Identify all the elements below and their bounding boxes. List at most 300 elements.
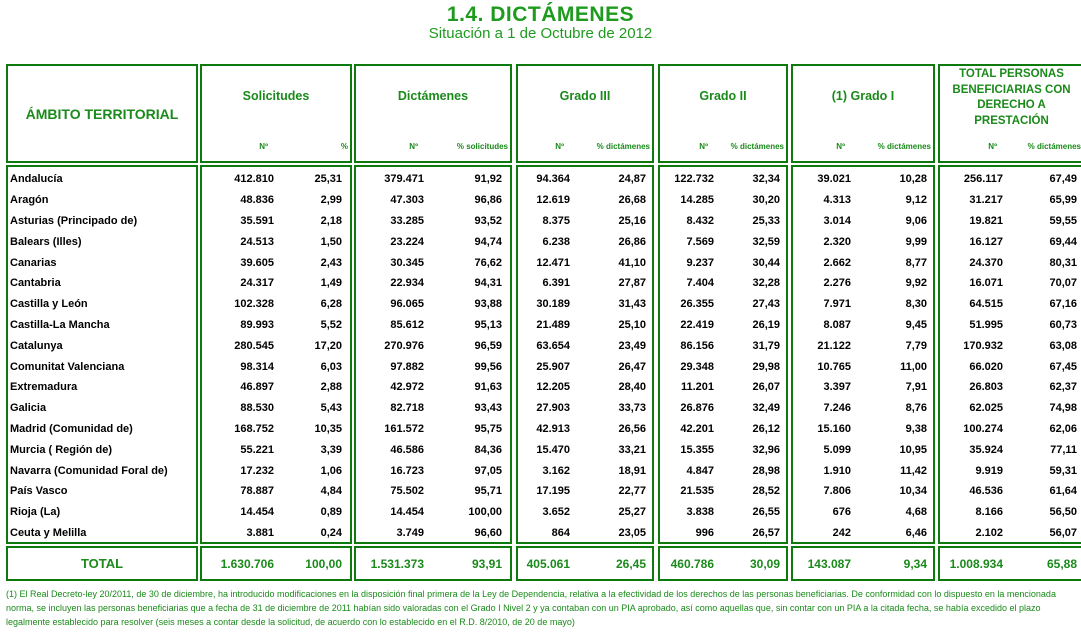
count-cell: 22.934	[390, 277, 424, 290]
percent-cell: 25,16	[618, 214, 646, 227]
count-cell: 379.471	[384, 173, 424, 186]
table-row	[356, 377, 510, 398]
table-row	[202, 231, 350, 252]
count-cell: 88.530	[240, 402, 274, 415]
table-header	[6, 64, 1081, 163]
region-name: Murcia ( Región de)	[10, 443, 113, 456]
table-row	[518, 398, 652, 419]
total-group-grado2	[658, 546, 788, 581]
percent-cell: 2,88	[320, 381, 342, 394]
table-row	[356, 523, 510, 544]
count-cell: 24.370	[969, 256, 1003, 269]
header-ambito: ÁMBITO TERRITORIAL	[25, 106, 179, 122]
count-cell: 996	[695, 526, 714, 539]
body-group-dictamenes	[354, 165, 512, 544]
count-cell: 12.619	[536, 194, 570, 207]
count-cell: 35.591	[240, 214, 274, 227]
table-row	[356, 190, 510, 211]
header-solicitudes: Solicitudes	[242, 89, 310, 103]
percent-cell: 4,68	[905, 506, 927, 519]
percent-cell: 93,43	[474, 402, 502, 415]
percent-cell: 91,92	[474, 173, 502, 186]
percent-cell: 2,99	[320, 194, 342, 207]
table-row	[660, 169, 786, 190]
percent-cell: 9,06	[905, 214, 927, 227]
percent-cell: 5,52	[320, 318, 342, 331]
percent-cell: 93,52	[474, 214, 502, 227]
count-cell: 42.913	[536, 422, 570, 435]
table-row	[518, 377, 652, 398]
percent-cell: 5,43	[320, 402, 342, 415]
table-row	[660, 439, 786, 460]
count-cell: 39.605	[240, 256, 274, 269]
percent-cell: 4,84	[320, 485, 342, 498]
percent-cell: 60,73	[1049, 318, 1077, 331]
subheader-n: Nº	[836, 142, 845, 151]
percent-cell: 77,11	[1050, 443, 1077, 456]
total-label: TOTAL	[80, 556, 124, 571]
count-cell: 55.221	[240, 443, 274, 456]
table-row	[793, 169, 933, 190]
region-name: Extremadura	[10, 381, 78, 394]
table-row	[202, 211, 350, 232]
count-cell: 21.489	[536, 318, 570, 331]
table-row	[940, 252, 1081, 273]
count-cell: 42.972	[390, 381, 424, 394]
count-cell: 35.924	[969, 443, 1003, 456]
header-grado1: (1) Grado I	[831, 89, 895, 103]
count-cell: 14.454	[240, 506, 274, 519]
region-name: Madrid (Comunidad de)	[10, 422, 133, 435]
table-row	[518, 356, 652, 377]
table-row	[8, 502, 196, 523]
count-cell: 16.723	[390, 464, 424, 477]
percent-cell: 62,06	[1049, 422, 1077, 435]
percent-cell: 74,98	[1049, 402, 1077, 415]
region-name: Asturias (Principado de)	[10, 214, 138, 227]
percent-cell: 70,07	[1049, 277, 1077, 290]
header-group-grado3	[516, 64, 654, 163]
table-row	[8, 460, 196, 481]
percent-cell: 8,76	[905, 402, 927, 415]
table-row	[356, 273, 510, 294]
table-row	[202, 169, 350, 190]
percent-cell: 9,38	[905, 422, 927, 435]
table-row	[940, 169, 1081, 190]
subheader-pct_dict: % dictámenes	[596, 142, 650, 151]
table-row	[940, 315, 1081, 336]
percent-cell: 80,31	[1049, 256, 1077, 269]
percent-cell: 59,31	[1049, 464, 1077, 477]
table-row	[660, 460, 786, 481]
count-cell: 22.419	[680, 318, 714, 331]
count-cell: 12.205	[536, 381, 570, 394]
count-cell: 94.364	[536, 173, 570, 186]
count-cell: 33.285	[390, 214, 424, 227]
table-row	[660, 398, 786, 419]
table-row	[8, 231, 196, 252]
count-cell: 46.897	[240, 381, 274, 394]
table-row	[356, 398, 510, 419]
count-cell: 26.355	[680, 298, 714, 311]
percent-cell: 8,30	[905, 298, 927, 311]
count-cell: 64.515	[969, 298, 1003, 311]
percent-cell: 26,19	[752, 318, 780, 331]
table-row	[356, 231, 510, 252]
total-group-dictamenes	[354, 546, 512, 581]
subheader-pct_sol: % solicitudes	[456, 142, 508, 151]
table-row	[660, 502, 786, 523]
count-cell: 21.535	[680, 485, 714, 498]
percent-cell: 95,13	[474, 318, 502, 331]
table-row	[793, 231, 933, 252]
percent-cell: 25,31	[314, 173, 342, 186]
table-row	[660, 231, 786, 252]
percent-cell: 30,20	[752, 194, 780, 207]
table-row	[793, 252, 933, 273]
total-count: 1.008.934	[949, 557, 1003, 571]
percent-cell: 95,75	[474, 422, 502, 435]
percent-cell: 84,36	[474, 443, 502, 456]
header-grado3: Grado III	[559, 89, 611, 103]
body-group-grado1	[791, 165, 935, 544]
table-row	[8, 335, 196, 356]
percent-cell: 9,12	[905, 194, 927, 207]
count-cell: 2.662	[823, 256, 851, 269]
total-group-solicitudes	[200, 546, 352, 581]
count-cell: 85.612	[390, 318, 424, 331]
table-row	[940, 273, 1081, 294]
table-row	[8, 169, 196, 190]
table-row	[518, 335, 652, 356]
percent-cell: 0,24	[320, 526, 342, 539]
table-row	[793, 377, 933, 398]
count-cell: 3.397	[823, 381, 851, 394]
total-percent: 30,09	[749, 557, 780, 571]
region-name: Cantabria	[10, 277, 61, 290]
percent-cell: 27,43	[752, 298, 780, 311]
percent-cell: 10,28	[899, 173, 927, 186]
count-cell: 9.919	[975, 464, 1003, 477]
percent-cell: 0,89	[320, 506, 342, 519]
table-row	[202, 377, 350, 398]
total-percent: 93,91	[471, 557, 502, 571]
table-row	[8, 439, 196, 460]
subheader-pct_dict: % dictámenes	[730, 142, 784, 151]
percent-cell: 61,64	[1049, 485, 1077, 498]
count-cell: 75.502	[390, 485, 424, 498]
percent-cell: 29,98	[752, 360, 780, 373]
table-row	[356, 419, 510, 440]
percent-cell: 33,73	[618, 402, 646, 415]
table-row	[518, 481, 652, 502]
table-row	[660, 211, 786, 232]
percent-cell: 26,68	[618, 194, 646, 207]
table-row	[202, 460, 350, 481]
percent-cell: 9,92	[905, 277, 927, 290]
table-row	[202, 481, 350, 502]
table-row	[518, 294, 652, 315]
percent-cell: 7,79	[905, 339, 927, 352]
table-row	[202, 439, 350, 460]
count-cell: 6.391	[542, 277, 570, 290]
table-row	[940, 460, 1081, 481]
count-cell: 15.470	[536, 443, 570, 456]
percent-cell: 6,03	[320, 360, 342, 373]
table-row	[202, 335, 350, 356]
header-group-grado1	[791, 64, 935, 163]
count-cell: 4.847	[686, 464, 714, 477]
table-row	[202, 273, 350, 294]
count-cell: 29.348	[680, 360, 714, 373]
table-row	[660, 356, 786, 377]
percent-cell: 28,52	[752, 485, 780, 498]
region-name: Balears (Illes)	[10, 235, 82, 248]
percent-cell: 32,96	[752, 443, 780, 456]
table-row	[518, 273, 652, 294]
body-group-ambito	[6, 165, 198, 544]
total-count: 460.786	[670, 557, 714, 571]
percent-cell: 25,33	[752, 214, 780, 227]
table-row	[660, 377, 786, 398]
table-row	[202, 502, 350, 523]
percent-cell: 22,77	[618, 485, 646, 498]
count-cell: 48.836	[240, 194, 274, 207]
percent-cell: 95,71	[474, 485, 502, 498]
table-row	[660, 190, 786, 211]
count-cell: 27.903	[536, 402, 570, 415]
count-cell: 30.189	[536, 298, 570, 311]
table-row	[202, 356, 350, 377]
region-name: Castilla-La Mancha	[10, 318, 110, 331]
count-cell: 8.087	[823, 318, 851, 331]
count-cell: 62.025	[969, 402, 1003, 415]
count-cell: 4.313	[823, 194, 851, 207]
percent-cell: 23,49	[618, 339, 646, 352]
subheader-pct: %	[340, 142, 348, 151]
count-cell: 97.882	[390, 360, 424, 373]
percent-cell: 96,60	[474, 526, 502, 539]
count-cell: 23.224	[390, 235, 424, 248]
count-cell: 14.454	[390, 506, 424, 519]
count-cell: 676	[832, 506, 851, 519]
percent-cell: 76,62	[474, 256, 502, 269]
count-cell: 15.160	[817, 422, 851, 435]
count-cell: 98.314	[240, 360, 274, 373]
percent-cell: 9,45	[905, 318, 927, 331]
percent-cell: 11,00	[900, 360, 927, 373]
percent-cell: 32,28	[752, 277, 780, 290]
table-row	[356, 211, 510, 232]
table-row	[518, 231, 652, 252]
count-cell: 168.752	[234, 422, 274, 435]
count-cell: 16.127	[969, 235, 1003, 248]
table-row	[940, 231, 1081, 252]
count-cell: 3.014	[823, 214, 851, 227]
body-group-total	[938, 165, 1081, 544]
count-cell: 3.749	[396, 526, 424, 539]
percent-cell: 26,56	[618, 422, 646, 435]
table-row	[202, 419, 350, 440]
percent-cell: 1,49	[320, 277, 342, 290]
table-row	[793, 335, 933, 356]
table-row	[940, 211, 1081, 232]
count-cell: 280.545	[234, 339, 274, 352]
percent-cell: 91,63	[474, 381, 502, 394]
count-cell: 7.971	[823, 298, 851, 311]
count-cell: 7.246	[823, 402, 851, 415]
table-row	[940, 439, 1081, 460]
table-row	[8, 252, 196, 273]
table-row	[356, 502, 510, 523]
count-cell: 47.303	[390, 194, 424, 207]
percent-cell: 1,06	[320, 464, 342, 477]
percent-cell: 26,12	[752, 422, 780, 435]
table-row	[518, 460, 652, 481]
count-cell: 8.432	[686, 214, 714, 227]
count-cell: 270.976	[384, 339, 424, 352]
count-cell: 2.320	[823, 235, 851, 248]
count-cell: 11.201	[680, 381, 714, 394]
count-cell: 17.232	[240, 464, 274, 477]
percent-cell: 3,39	[320, 443, 342, 456]
percent-cell: 8,77	[905, 256, 927, 269]
percent-cell: 10,95	[899, 443, 927, 456]
table-row	[356, 315, 510, 336]
count-cell: 242	[832, 526, 851, 539]
percent-cell: 96,86	[474, 194, 502, 207]
count-cell: 8.166	[975, 506, 1003, 519]
subheader-pct_dict: % dictámenes	[877, 142, 931, 151]
count-cell: 39.021	[817, 173, 851, 186]
region-name: Castilla y León	[10, 298, 88, 311]
table-row	[940, 481, 1081, 502]
table-row	[793, 356, 933, 377]
table-row	[518, 502, 652, 523]
total-percent: 100,00	[305, 557, 342, 571]
percent-cell: 26,55	[752, 506, 780, 519]
table-row	[8, 419, 196, 440]
region-name: Andalucía	[10, 173, 63, 186]
count-cell: 7.404	[686, 277, 714, 290]
count-cell: 7.806	[823, 485, 851, 498]
header-group-total	[938, 64, 1081, 163]
table-row	[356, 252, 510, 273]
percent-cell: 32,49	[752, 402, 780, 415]
table-row	[660, 523, 786, 544]
total-group-grado3	[516, 546, 654, 581]
table-row	[940, 294, 1081, 315]
subheader-n: Nº	[409, 142, 418, 151]
count-cell: 7.569	[686, 235, 714, 248]
table-row	[518, 523, 652, 544]
table-row	[940, 523, 1081, 544]
percent-cell: 97,05	[474, 464, 502, 477]
table-row	[518, 315, 652, 336]
table-row	[793, 211, 933, 232]
count-cell: 66.020	[969, 360, 1003, 373]
count-cell: 96.065	[390, 298, 424, 311]
percent-cell: 67,49	[1049, 173, 1077, 186]
header-total: TOTAL PERSONAS BENEFICIARIAS CON DERECHO A PRESTACIÓN	[952, 68, 1071, 127]
table-row	[8, 398, 196, 419]
table-row	[660, 315, 786, 336]
table-row	[793, 460, 933, 481]
region-name: Comunitat Valenciana	[10, 360, 125, 373]
table-row	[518, 169, 652, 190]
region-name: Ceuta y Melilla	[10, 526, 87, 539]
region-name: Canarias	[10, 256, 57, 269]
table-row	[518, 419, 652, 440]
table-row	[356, 481, 510, 502]
count-cell: 9.237	[686, 256, 714, 269]
header-group-solicitudes	[200, 64, 352, 163]
percent-cell: 10,34	[899, 485, 927, 498]
percent-cell: 65,99	[1049, 194, 1077, 207]
subheader-n: Nº	[699, 142, 708, 151]
count-cell: 86.156	[680, 339, 714, 352]
table-row	[356, 356, 510, 377]
table-row	[793, 502, 933, 523]
region-name: Galicia	[10, 402, 47, 415]
table-row	[202, 523, 350, 544]
percent-cell: 100,00	[468, 506, 502, 519]
table-row	[518, 211, 652, 232]
percent-cell: 26,86	[618, 235, 646, 248]
table-total-row	[6, 546, 1081, 581]
table-row	[202, 190, 350, 211]
count-cell: 26.876	[680, 402, 714, 415]
table-row	[8, 294, 196, 315]
body-group-solicitudes	[200, 165, 352, 544]
count-cell: 2.102	[975, 526, 1003, 539]
table-row	[518, 252, 652, 273]
count-cell: 78.887	[240, 485, 274, 498]
percent-cell: 26,57	[752, 526, 780, 539]
header-dictamenes: Dictámenes	[397, 89, 469, 103]
total-group-total	[938, 546, 1081, 581]
table-row	[356, 439, 510, 460]
table-row	[940, 419, 1081, 440]
total-group-ambito	[6, 546, 198, 581]
count-cell: 46.586	[390, 443, 424, 456]
table-row	[8, 523, 196, 544]
count-cell: 51.995	[969, 318, 1003, 331]
footnote: (1) El Real Decreto-ley 20/2011, de 30 de diciembre, ha introducido modificaciones en la disposición final primera de la Ley de Dependencia, relativa a la efectividad de los derechos de las personas beneficiarias. De conformidad con lo dispuesto en la mencionada norma, se incluyen las personas beneficiarias que a fecha de 31 de diciembre de 2011 habían sido valoradas con el Grado I Nivel 2 y ya contaban con un PIA aprobado, así como aquellas que, sin contar con un PIA a la citada fecha, se había excedido el plazo legalmente establecido para resolver (seis meses a contar desde la solicitud, de acuerdo con lo establecido en el R.D. 8/2010, de 20 de mayo)	[6, 589, 1056, 627]
percent-cell: 67,45	[1049, 360, 1077, 373]
percent-cell: 24,87	[618, 173, 646, 186]
table-row	[940, 356, 1081, 377]
table-row	[940, 335, 1081, 356]
count-cell: 17.195	[536, 485, 570, 498]
percent-cell: 26,47	[618, 360, 646, 373]
percent-cell: 31,79	[752, 339, 780, 352]
percent-cell: 7,91	[905, 381, 927, 394]
count-cell: 170.932	[963, 339, 1003, 352]
table-row	[202, 398, 350, 419]
percent-cell: 2,43	[320, 256, 342, 269]
table-row	[660, 294, 786, 315]
table-row	[8, 377, 196, 398]
body-group-grado3	[516, 165, 654, 544]
total-percent: 26,45	[615, 557, 646, 571]
table-row	[793, 190, 933, 211]
count-cell: 864	[551, 526, 570, 539]
count-cell: 3.881	[246, 526, 274, 539]
count-cell: 161.572	[384, 422, 424, 435]
total-count: 1.531.373	[370, 557, 424, 571]
percent-cell: 1,50	[320, 235, 342, 248]
